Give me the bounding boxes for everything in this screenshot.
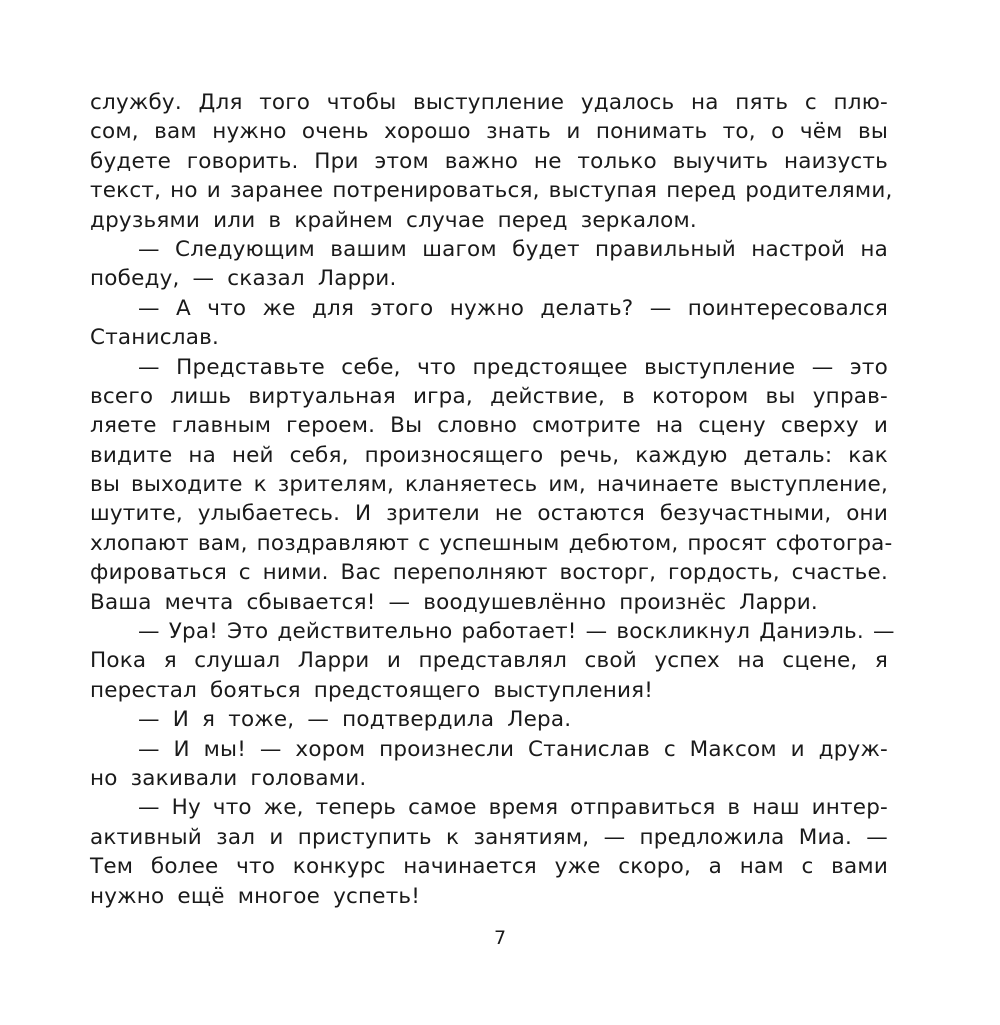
text-line: — Ну что же, теперь самое время отправиться в наш интер- bbox=[138, 795, 888, 821]
body-text bbox=[90, 88, 895, 911]
text-line: — А что же для этого нужно делать? — поинтересовался bbox=[138, 295, 888, 321]
text-line: — Представьте себе, что предстоящее выступление — это bbox=[138, 354, 888, 380]
text-line: Ваша мечта сбывается! — воодушевлённо произнёс Ларри. bbox=[90, 589, 818, 615]
text-line: сом, вам нужно очень хорошо знать и понимать то, о чём вы bbox=[90, 119, 888, 145]
text-line: ляете главным героем. Вы словно смотрите на сцену сверху и bbox=[90, 413, 888, 439]
text-line: друзьями или в крайнем случае перед зеркалом. bbox=[90, 207, 697, 233]
text-line: — Ура! Это действительно работает! — воскликнул Даниэль. — bbox=[138, 619, 895, 645]
text-line: нужно ещё многое успеть! bbox=[90, 883, 421, 909]
text-line: службу. Для того чтобы выступление удалось на пять с плю- bbox=[90, 90, 888, 115]
text-line: — И мы! — хором произнесли Станислав с Максом и друж- bbox=[138, 736, 888, 762]
text-line: — И я тоже, — подтвердила Лера. bbox=[138, 707, 572, 733]
text-line: победу, — сказал Ларри. bbox=[90, 266, 397, 292]
text-line: всего лишь виртуальная игра, действие, в котором вы управ- bbox=[90, 383, 888, 409]
text-line: шутите, улыбаетесь. И зрители не остаются безучастными, они bbox=[90, 501, 888, 527]
text-line: но закивали головами. bbox=[90, 765, 367, 791]
text-line: будете говорить. При этом важно не только выучить наизусть bbox=[90, 148, 888, 174]
text-line: вы выходите к зрителям, кланяетесь им, начинаете выступление, bbox=[90, 472, 888, 498]
text-line: активный зал и приступить к занятиям, — предложила Миа. — bbox=[90, 824, 888, 850]
text-line: Пока я слушал Ларри и представлял свой успех на сцене, я bbox=[90, 648, 888, 674]
text-line: видите на ней себя, произносящего речь, каждую деталь: как bbox=[90, 442, 888, 468]
page-number: 7 bbox=[493, 927, 507, 949]
text-line: Тем более что конкурс начинается уже скоро, а нам с вами bbox=[90, 854, 888, 880]
text-line: — Следующим вашим шагом будет правильный настрой на bbox=[138, 236, 888, 262]
text-line: фироваться с ними. Вас переполняют восторг, гордость, счастье. bbox=[90, 560, 888, 586]
text-line: перестал бояться предстоящего выступления! bbox=[90, 677, 654, 703]
text-line: текст, но и заранее потренироваться, выступая перед родителями, bbox=[90, 178, 893, 204]
text-line: Станислав. bbox=[90, 325, 219, 351]
text-line: хлопают вам, поздравляют с успешным дебютом, просят сфотогра- bbox=[90, 530, 893, 556]
